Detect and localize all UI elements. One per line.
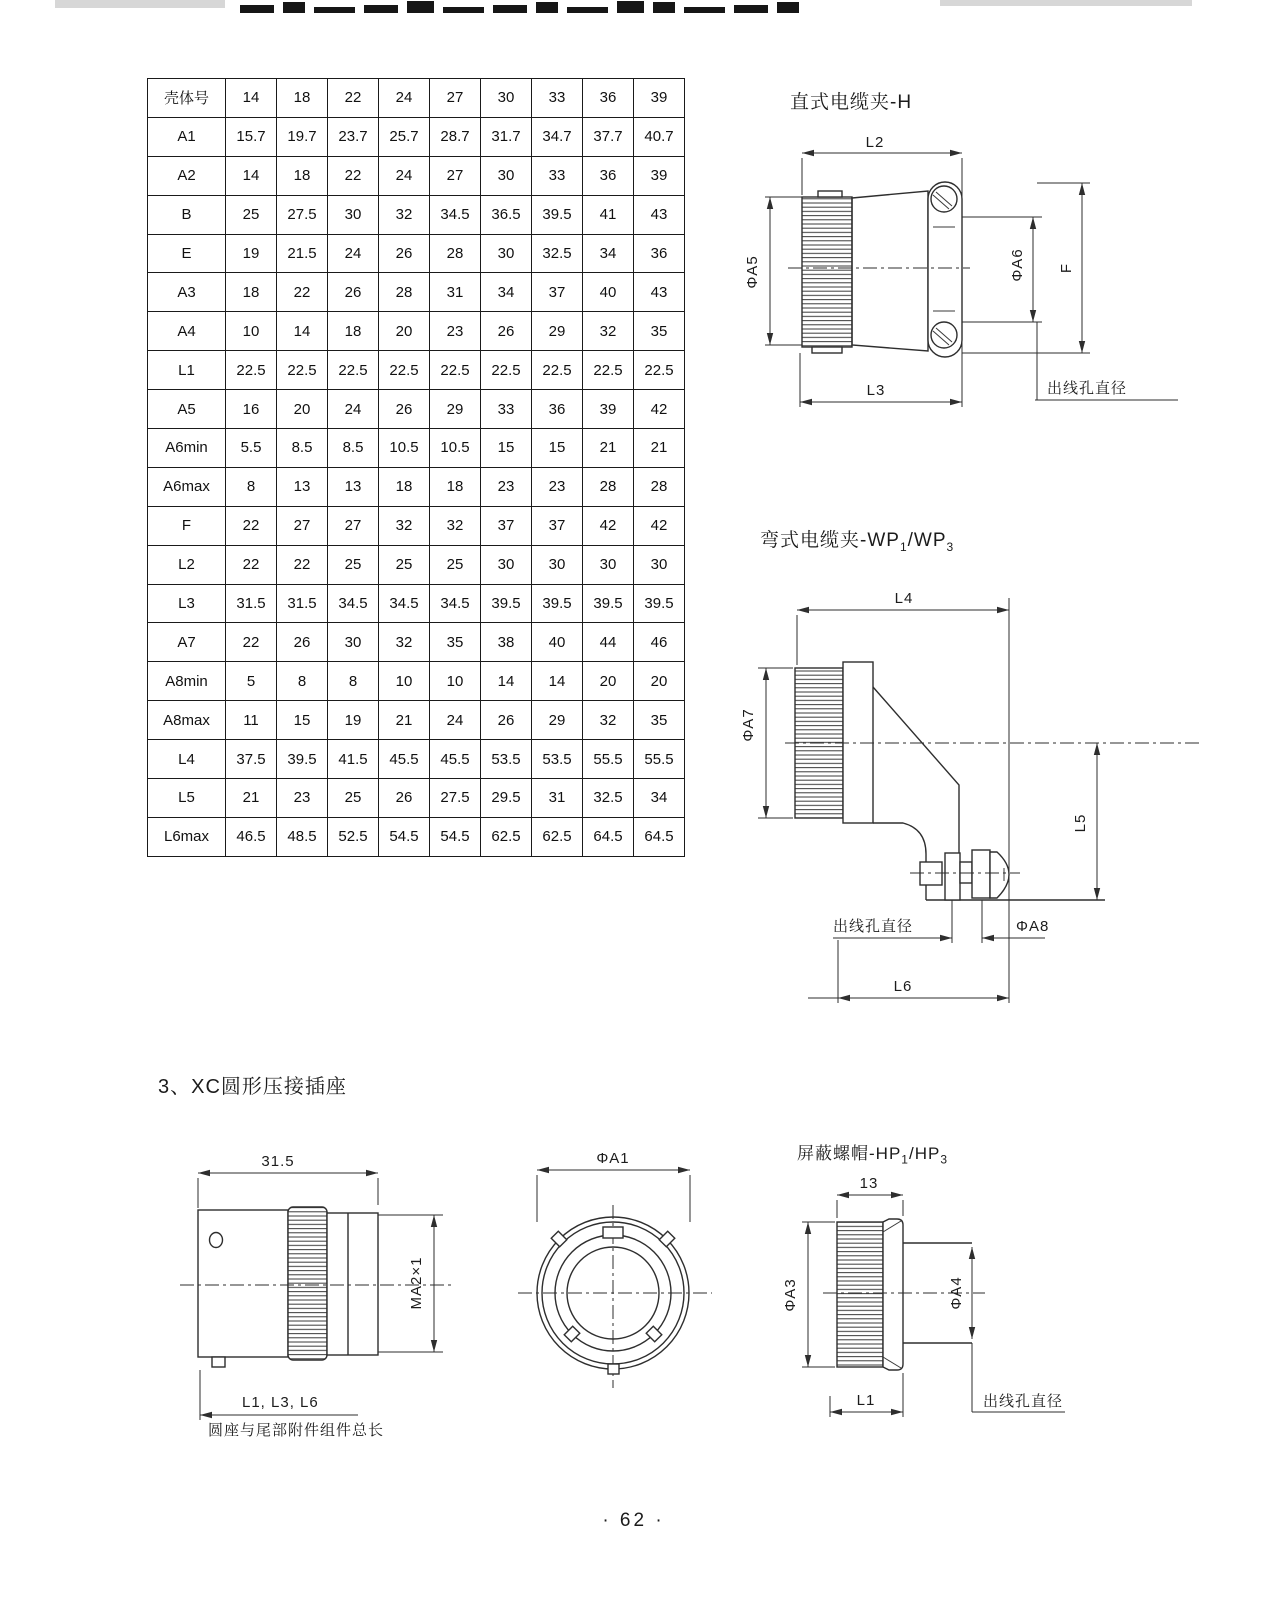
table-row <box>148 273 685 312</box>
cell: 45.5 <box>379 740 430 779</box>
cell: 21 <box>226 779 277 818</box>
cell: 31 <box>430 273 481 312</box>
cell: 39.5 <box>583 584 634 623</box>
cell: 30 <box>481 545 532 584</box>
row-label: F <box>148 506 226 545</box>
cell: 52.5 <box>328 817 379 856</box>
table-row <box>148 779 685 818</box>
knurl-body <box>802 197 852 347</box>
knurl-body <box>837 1222 883 1367</box>
cell: 22 <box>226 623 277 662</box>
cropped-page-title-fragment <box>240 0 955 13</box>
cell: 22.5 <box>481 351 532 390</box>
row-label: A8min <box>148 662 226 701</box>
header-rule-right <box>940 0 1192 6</box>
cell: 23 <box>430 312 481 351</box>
cell: 14 <box>481 662 532 701</box>
cell: 18 <box>430 467 481 506</box>
cell: 25 <box>379 545 430 584</box>
cell: 29 <box>430 390 481 429</box>
row-label: A7 <box>148 623 226 662</box>
bent-clamp-drawing <box>700 480 1220 1020</box>
cell: 21 <box>583 429 634 468</box>
cell: 25 <box>226 195 277 234</box>
cell: 29.5 <box>481 779 532 818</box>
cell: 14 <box>532 662 583 701</box>
cell: 10.5 <box>379 429 430 468</box>
cell: 22.5 <box>532 351 583 390</box>
cell: 53.5 <box>481 740 532 779</box>
cell: 10 <box>226 312 277 351</box>
cell: 24 <box>430 701 481 740</box>
cell: 22 <box>277 273 328 312</box>
outlet-diameter-label: 出线孔直径 <box>1047 380 1128 397</box>
table-row <box>148 817 685 856</box>
row-label: A2 <box>148 156 226 195</box>
cell: 21 <box>634 429 685 468</box>
cell: 33 <box>481 390 532 429</box>
cell: 34.7 <box>532 117 583 156</box>
cell: 40 <box>583 273 634 312</box>
cell: 18 <box>379 467 430 506</box>
cell: 26 <box>379 390 430 429</box>
cell: 62.5 <box>532 817 583 856</box>
section3-title: 3、XC圆形压接插座 <box>158 1076 347 1098</box>
cell: 10.5 <box>430 429 481 468</box>
cell: 34.5 <box>328 584 379 623</box>
cell: 23.7 <box>328 117 379 156</box>
cell: 35 <box>634 701 685 740</box>
key-tab-top <box>818 191 842 197</box>
cell: 35 <box>430 623 481 662</box>
cell: 30 <box>583 545 634 584</box>
row-label: A6min <box>148 429 226 468</box>
row-label: L4 <box>148 740 226 779</box>
elbow-outer <box>873 687 959 853</box>
cell: 22.5 <box>634 351 685 390</box>
cell: 20 <box>277 390 328 429</box>
table-row <box>148 506 685 545</box>
cell: 42 <box>583 506 634 545</box>
cell: 18 <box>226 273 277 312</box>
cell: 5 <box>226 662 277 701</box>
cell: 44 <box>583 623 634 662</box>
clamp-plate <box>972 850 990 898</box>
cell: 32 <box>379 195 430 234</box>
socket-side-caption: 圆座与尾部附件组件总长 <box>208 1422 385 1439</box>
cell: 8 <box>328 662 379 701</box>
row-label: L3 <box>148 584 226 623</box>
cell: 55.5 <box>634 740 685 779</box>
dim-label-phi-a6: ΦA6 <box>1009 248 1026 282</box>
cell: 28 <box>430 234 481 273</box>
cell: 25 <box>328 545 379 584</box>
cell: 22.5 <box>277 351 328 390</box>
cell: 31 <box>532 779 583 818</box>
dim-label-thread: MA2×1 <box>408 1256 425 1310</box>
dim-label-phi-a8: ΦA8 <box>1016 918 1050 935</box>
cell: 10 <box>379 662 430 701</box>
cell: 8 <box>277 662 328 701</box>
cell: 19 <box>328 701 379 740</box>
cell: 8.5 <box>277 429 328 468</box>
cell: 55.5 <box>583 740 634 779</box>
cell: 39 <box>634 156 685 195</box>
cell: 34 <box>481 273 532 312</box>
clamp-plate <box>945 853 960 900</box>
cell: 26 <box>379 234 430 273</box>
cell: 32 <box>379 623 430 662</box>
cell: 23 <box>277 779 328 818</box>
cell: 22.5 <box>583 351 634 390</box>
dim-label-phi-a7: ΦA7 <box>740 708 757 742</box>
straight-clamp-drawing <box>700 75 1184 420</box>
cell: 32 <box>583 312 634 351</box>
cell: 34 <box>634 779 685 818</box>
cell: 26 <box>379 779 430 818</box>
cell: 27 <box>277 506 328 545</box>
cell: 30 <box>532 545 583 584</box>
cell: 43 <box>634 195 685 234</box>
cell: 21.5 <box>277 234 328 273</box>
dim-label-13: 13 <box>859 1175 879 1192</box>
cell: 21 <box>379 701 430 740</box>
dim-label-l4: L4 <box>894 590 914 607</box>
cell: 33 <box>532 79 583 118</box>
cell: 22.5 <box>226 351 277 390</box>
cell: 27.5 <box>277 195 328 234</box>
table-row <box>148 390 685 429</box>
cell: 25.7 <box>379 117 430 156</box>
cell: 32 <box>430 506 481 545</box>
row-label: A8max <box>148 701 226 740</box>
cell: 26 <box>481 312 532 351</box>
table-row <box>148 312 685 351</box>
cell: 29 <box>532 701 583 740</box>
clamp-cap <box>990 852 1009 898</box>
cell: 30 <box>481 156 532 195</box>
nut-cap <box>883 1219 903 1370</box>
cell: 32.5 <box>583 779 634 818</box>
key-notch <box>659 1231 675 1247</box>
cell: 36 <box>583 79 634 118</box>
cell: 22 <box>328 156 379 195</box>
dim-label-l3: L3 <box>866 382 886 399</box>
key-tab-bottom <box>812 347 842 353</box>
straight-clamp-title: 直式电缆夹-H <box>790 92 913 113</box>
cell: 13 <box>277 467 328 506</box>
table-row <box>148 429 685 468</box>
cell: 30 <box>634 545 685 584</box>
cell: 36 <box>583 156 634 195</box>
cell: 18 <box>277 79 328 118</box>
cell: 34.5 <box>379 584 430 623</box>
table-row <box>148 351 685 390</box>
cell: 31.7 <box>481 117 532 156</box>
cell: 36 <box>634 234 685 273</box>
cell: 64.5 <box>634 817 685 856</box>
table-row <box>148 740 685 779</box>
dim-label-f: F <box>1058 262 1075 274</box>
row-label: A6max <box>148 467 226 506</box>
dimension-table <box>147 78 685 857</box>
cell: 26 <box>328 273 379 312</box>
dim-label-phi-a5: ΦA5 <box>744 255 761 289</box>
cell: 22 <box>328 79 379 118</box>
row-label: A5 <box>148 390 226 429</box>
cell: 48.5 <box>277 817 328 856</box>
dim-label-l6: L6 <box>893 978 913 995</box>
cell: 34.5 <box>430 195 481 234</box>
table-row <box>148 584 685 623</box>
cell: 22 <box>226 545 277 584</box>
dim-label-l1: L1 <box>856 1392 876 1409</box>
page-number: · 62 · <box>602 1510 665 1531</box>
cell: 39.5 <box>277 740 328 779</box>
cell: 31.5 <box>277 584 328 623</box>
cell: 39.5 <box>532 195 583 234</box>
cell: 24 <box>328 390 379 429</box>
cell: 25 <box>328 779 379 818</box>
cell: 45.5 <box>430 740 481 779</box>
cell: 16 <box>226 390 277 429</box>
coupling-body <box>852 191 928 351</box>
cell: 29 <box>532 312 583 351</box>
table-row <box>148 662 685 701</box>
dim-label-31-5: 31.5 <box>261 1153 295 1170</box>
cell: 28.7 <box>430 117 481 156</box>
cell: 37 <box>532 273 583 312</box>
cell: 13 <box>328 467 379 506</box>
cell: 39.5 <box>634 584 685 623</box>
cell: 27 <box>430 156 481 195</box>
key-notch <box>551 1231 567 1247</box>
cell: 10 <box>430 662 481 701</box>
cell: 26 <box>277 623 328 662</box>
cell: 42 <box>634 390 685 429</box>
cell: 35 <box>634 312 685 351</box>
cell: 8.5 <box>328 429 379 468</box>
outlet-diameter-label: 出线孔直径 <box>833 918 914 935</box>
dim-label-phi-a4: ΦA4 <box>948 1276 965 1310</box>
table-row <box>148 195 685 234</box>
cell: 30 <box>328 195 379 234</box>
row-label: A4 <box>148 312 226 351</box>
row-label: L2 <box>148 545 226 584</box>
cell: 62.5 <box>481 817 532 856</box>
row-label: A1 <box>148 117 226 156</box>
key-notch <box>608 1364 619 1374</box>
cell: 41 <box>583 195 634 234</box>
cell: 30 <box>481 79 532 118</box>
cell: 24 <box>379 156 430 195</box>
cell: 8 <box>226 467 277 506</box>
cell: 20 <box>634 662 685 701</box>
cell: 20 <box>583 662 634 701</box>
table-row <box>148 701 685 740</box>
row-label: B <box>148 195 226 234</box>
cell: 23 <box>481 467 532 506</box>
cell: 43 <box>634 273 685 312</box>
cell: 30 <box>481 234 532 273</box>
dim-label-l5: L5 <box>1072 813 1089 833</box>
cell: 15 <box>481 429 532 468</box>
cell: 26 <box>481 701 532 740</box>
rear-section <box>327 1213 378 1355</box>
cell: 20 <box>379 312 430 351</box>
cell: 37 <box>532 506 583 545</box>
cell: 32.5 <box>532 234 583 273</box>
row-label: 壳体号 <box>148 79 226 118</box>
row-label: L5 <box>148 779 226 818</box>
cell: 22.5 <box>430 351 481 390</box>
cell: 46 <box>634 623 685 662</box>
table-row <box>148 467 685 506</box>
cell: 54.5 <box>379 817 430 856</box>
cell: 14 <box>226 156 277 195</box>
cell: 15.7 <box>226 117 277 156</box>
row-label: L6max <box>148 817 226 856</box>
cell: 33 <box>532 156 583 195</box>
knurl-ring <box>288 1207 327 1360</box>
bent-clamp-title: 弯式电缆夹$-WP_1/WP_3$ <box>760 530 955 554</box>
mount-tab <box>212 1357 225 1367</box>
dim-label-lengths: L1, L3, L6 <box>242 1394 319 1411</box>
cell: 27 <box>430 79 481 118</box>
cell: 39 <box>634 79 685 118</box>
cell: 15 <box>277 701 328 740</box>
cell: 15 <box>532 429 583 468</box>
cell: 22 <box>226 506 277 545</box>
row-label: E <box>148 234 226 273</box>
socket-front-drawing <box>490 1120 750 1410</box>
cell: 22.5 <box>379 351 430 390</box>
cell: 28 <box>583 467 634 506</box>
cell: 31.5 <box>226 584 277 623</box>
socket-body <box>198 1210 288 1357</box>
cell: 24 <box>379 79 430 118</box>
cell: 41.5 <box>328 740 379 779</box>
cell: 37.5 <box>226 740 277 779</box>
cell: 11 <box>226 701 277 740</box>
cell: 39.5 <box>532 584 583 623</box>
cell: 37 <box>481 506 532 545</box>
cell: 24 <box>328 234 379 273</box>
elbow-inner <box>873 823 926 900</box>
cell: 18 <box>277 156 328 195</box>
shield-nut-title: 屏蔽螺帽$-HP_1/HP_3$ <box>797 1144 948 1167</box>
table-row <box>148 623 685 662</box>
cell: 5.5 <box>226 429 277 468</box>
row-label: L1 <box>148 351 226 390</box>
cell: 18 <box>328 312 379 351</box>
cell: 39 <box>583 390 634 429</box>
cell: 64.5 <box>583 817 634 856</box>
table-row <box>148 545 685 584</box>
row-label: A3 <box>148 273 226 312</box>
cell: 30 <box>328 623 379 662</box>
cell: 22 <box>277 545 328 584</box>
outlet-diameter-label: 出线孔直径 <box>983 1393 1064 1410</box>
cell: 32 <box>583 701 634 740</box>
cell: 19.7 <box>277 117 328 156</box>
cell: 32 <box>379 506 430 545</box>
dim-label-phi-a3: ΦA3 <box>782 1278 799 1312</box>
cell: 54.5 <box>430 817 481 856</box>
cell: 38 <box>481 623 532 662</box>
cell: 42 <box>634 506 685 545</box>
header-rule-left <box>55 0 225 8</box>
table-row <box>148 79 685 118</box>
cell: 34.5 <box>430 584 481 623</box>
cell: 14 <box>226 79 277 118</box>
cell: 14 <box>277 312 328 351</box>
cell: 36 <box>532 390 583 429</box>
cell: 36.5 <box>481 195 532 234</box>
cell: 40 <box>532 623 583 662</box>
cell: 22.5 <box>328 351 379 390</box>
dim-label-l2: L2 <box>865 134 885 151</box>
cell: 46.5 <box>226 817 277 856</box>
table-row <box>148 234 685 273</box>
cell: 37.7 <box>583 117 634 156</box>
cell: 34 <box>583 234 634 273</box>
cell: 19 <box>226 234 277 273</box>
cell: 40.7 <box>634 117 685 156</box>
cell: 25 <box>430 545 481 584</box>
cell: 28 <box>634 467 685 506</box>
socket-side-drawing <box>150 1130 490 1445</box>
table-row <box>148 156 685 195</box>
cell: 39.5 <box>481 584 532 623</box>
cell: 23 <box>532 467 583 506</box>
dim-label-phi-a1: ΦA1 <box>596 1150 630 1167</box>
table-row <box>148 117 685 156</box>
key-notch <box>603 1227 623 1238</box>
cell: 28 <box>379 273 430 312</box>
cell: 27 <box>328 506 379 545</box>
cell: 27.5 <box>430 779 481 818</box>
shield-nut-drawing <box>750 1090 1170 1430</box>
cell: 53.5 <box>532 740 583 779</box>
